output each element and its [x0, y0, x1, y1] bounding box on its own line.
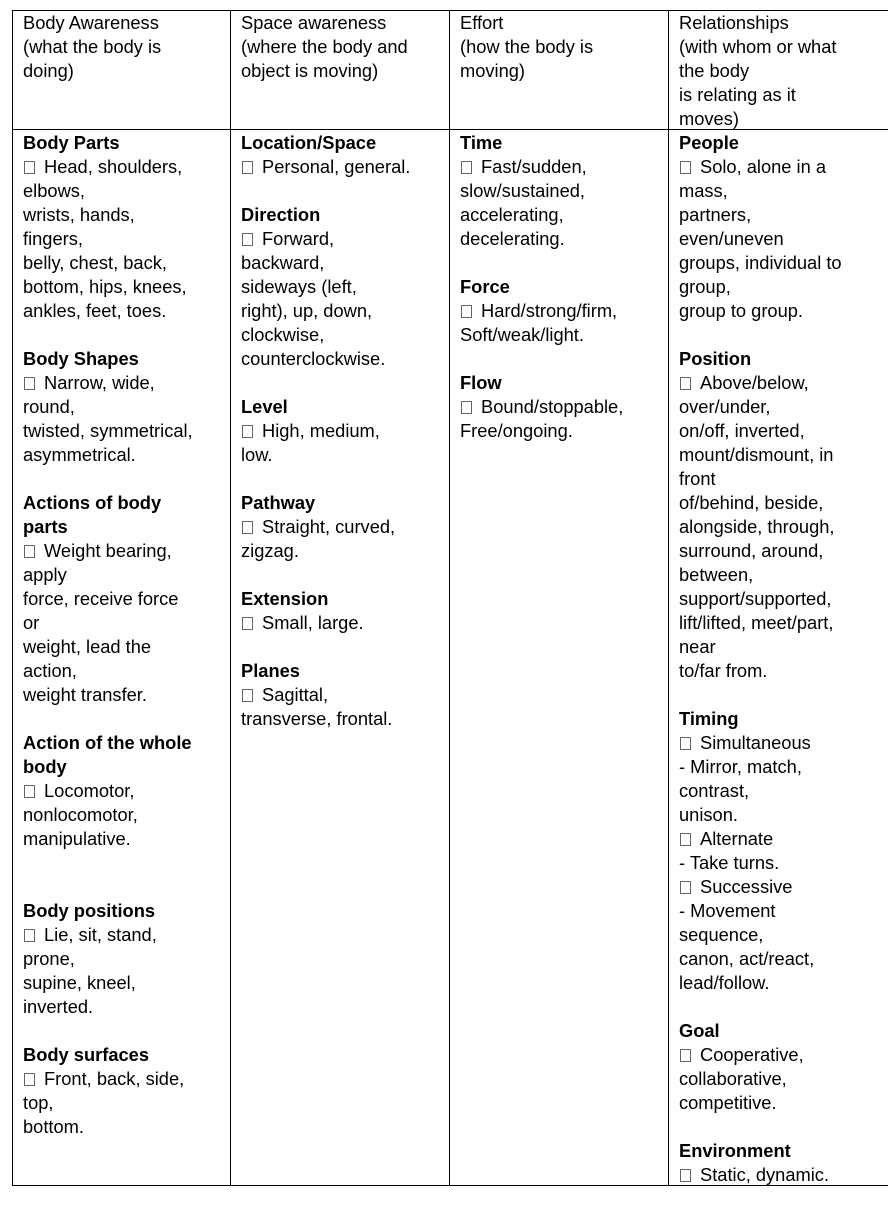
bullet-box-icon [680, 1169, 691, 1182]
bullet-box-icon [680, 377, 691, 390]
concept-section [241, 491, 439, 563]
concept-section [460, 131, 658, 251]
bullet-box-icon [242, 425, 253, 438]
section-item-line [460, 299, 658, 323]
section-item-line [23, 923, 220, 947]
concept-section [679, 131, 880, 323]
section-item-line [23, 203, 220, 227]
section-item-line [241, 539, 439, 563]
section-item-line [23, 563, 220, 587]
item-text: bottom. [23, 1116, 84, 1137]
item-text: Front, back, side, [44, 1068, 185, 1089]
column-header-subtitle: doing) [23, 60, 74, 81]
item-text: Sagittal, [262, 684, 329, 705]
column-header-title: Space awareness [241, 12, 387, 33]
concept-section [241, 131, 439, 179]
item-text: mass, [679, 180, 728, 201]
header-cell-space-awareness [231, 11, 449, 83]
item-text: fingers, [23, 228, 83, 249]
item-text: right), up, down, [241, 300, 373, 321]
section-item-line [23, 635, 220, 659]
section-item-line [460, 323, 658, 347]
section-item-line [241, 323, 439, 347]
section-item-line [679, 179, 880, 203]
bullet-box-icon [242, 233, 253, 246]
section-item-line [460, 155, 658, 179]
bullet-box-icon [242, 689, 253, 702]
item-text: collaborative, [679, 1068, 787, 1089]
item-text: lift/lifted, meet/part, [679, 612, 834, 633]
bullet-box-icon [24, 161, 35, 174]
section-item-line [23, 659, 220, 683]
section-item-line [679, 467, 880, 491]
concept-section [241, 659, 439, 731]
bullet-box-icon [461, 401, 472, 414]
concept-section [23, 131, 220, 323]
body-cell-relationships [669, 131, 888, 1211]
section-item-line [241, 707, 439, 731]
bullet-box-icon [242, 161, 253, 174]
column-header-title: Relationships [679, 12, 789, 33]
section-item-line [679, 851, 880, 875]
bullet-box-icon [24, 1073, 35, 1086]
section-item-line [679, 659, 880, 683]
section-heading: Body Parts [23, 132, 120, 153]
section-heading: Flow [460, 372, 502, 393]
section-item-line [679, 515, 880, 539]
concept-section [23, 1043, 220, 1139]
item-text: action, [23, 660, 77, 681]
bullet-box-icon [242, 521, 253, 534]
section-item-line [241, 611, 439, 635]
header-cell-effort [450, 11, 668, 83]
section-heading: Body surfaces [23, 1044, 149, 1065]
item-text: accelerating, [460, 204, 564, 225]
section-item-line [23, 803, 220, 827]
section-heading: Planes [241, 660, 300, 681]
item-text: support/supported, [679, 588, 832, 609]
item-text: twisted, symmetrical, [23, 420, 193, 441]
item-text: elbows, [23, 180, 85, 201]
section-item-line [23, 1115, 220, 1139]
concept-section [23, 899, 220, 1019]
item-text: near [679, 636, 716, 657]
item-text: - Movement [679, 900, 776, 921]
section-item-line [679, 395, 880, 419]
item-text: Forward, [262, 228, 335, 249]
section-item-line [23, 227, 220, 251]
item-text: Above/below, [700, 372, 809, 393]
section-item-line [241, 299, 439, 323]
item-text: backward, [241, 252, 325, 273]
section-heading: Action of the whole [23, 732, 192, 753]
section-item-line [679, 419, 880, 443]
section-item-line [23, 155, 220, 179]
section-item-line [679, 803, 880, 827]
header-cell-body-awareness [13, 11, 230, 83]
section-item-line [23, 827, 220, 851]
concept-section [23, 347, 220, 467]
item-text: belly, chest, back, [23, 252, 167, 273]
item-text: partners, [679, 204, 752, 225]
section-heading: Time [460, 132, 503, 153]
item-text: Free/ongoing. [460, 420, 573, 441]
item-text: on/off, inverted, [679, 420, 805, 441]
section-item-line [23, 779, 220, 803]
item-text: Weight bearing, [44, 540, 172, 561]
section-item-line [679, 155, 880, 179]
item-text: Cooperative, [700, 1044, 804, 1065]
column-header-subtitle: object is moving) [241, 60, 379, 81]
concept-section [460, 371, 658, 443]
item-text: Personal, general. [262, 156, 411, 177]
item-text: inverted. [23, 996, 94, 1017]
section-item-line [679, 1067, 880, 1091]
section-heading: parts [23, 516, 68, 537]
item-text: counterclockwise. [241, 348, 386, 369]
bullet-box-icon [24, 377, 35, 390]
item-text: decelerating. [460, 228, 565, 249]
concept-section [241, 587, 439, 635]
section-item-line [241, 275, 439, 299]
section-item-line [679, 731, 880, 755]
item-text: ankles, feet, toes. [23, 300, 167, 321]
item-text: Hard/strong/firm, [481, 300, 618, 321]
section-item-line [23, 1091, 220, 1115]
item-text: Alternate [700, 828, 774, 849]
section-item-line [23, 611, 220, 635]
body-cell-space-awareness [231, 131, 449, 755]
item-text: Static, dynamic. [700, 1164, 830, 1185]
item-text: weight, lead the [23, 636, 152, 657]
section-item-line [679, 563, 880, 587]
item-text: of/behind, beside, [679, 492, 824, 513]
column-header-title: Effort [460, 12, 504, 33]
item-text: sequence, [679, 924, 764, 945]
concept-section [679, 707, 880, 995]
section-item-line [460, 179, 658, 203]
section-item-line [460, 227, 658, 251]
header-cell-relationships [669, 11, 888, 131]
column-header-subtitle: is relating as it [679, 84, 796, 105]
section-heading: Force [460, 276, 510, 297]
item-text: Solo, alone in a [700, 156, 827, 177]
item-text: - Mirror, match, [679, 756, 802, 777]
section-item-line [23, 179, 220, 203]
column-header-subtitle: moves) [679, 108, 739, 129]
section-item-line [679, 971, 880, 995]
item-text: High, medium, [262, 420, 380, 441]
item-text: contrast, [679, 780, 750, 801]
item-text: Narrow, wide, [44, 372, 155, 393]
item-text: Lie, sit, stand, [44, 924, 157, 945]
bullet-box-icon [680, 881, 691, 894]
item-text: lead/follow. [679, 972, 770, 993]
movement-concepts-table [12, 10, 888, 1186]
bullet-box-icon [24, 545, 35, 558]
section-item-line [23, 587, 220, 611]
section-item-line [23, 371, 220, 395]
section-heading: Location/Space [241, 132, 377, 153]
section-item-line [241, 347, 439, 371]
concept-section [679, 347, 880, 683]
section-item-line [679, 779, 880, 803]
section-heading: Goal [679, 1020, 720, 1041]
item-text: force, receive force [23, 588, 179, 609]
body-cell-body-awareness [13, 131, 230, 1163]
section-item-line [23, 1067, 220, 1091]
section-item-line [460, 395, 658, 419]
item-text: slow/sustained, [460, 180, 585, 201]
item-text: round, [23, 396, 75, 417]
section-heading: Body positions [23, 900, 156, 921]
section-item-line [679, 587, 880, 611]
section-heading: Extension [241, 588, 329, 609]
item-text: Straight, curved, [262, 516, 396, 537]
bullet-box-icon [461, 161, 472, 174]
item-text: wrists, hands, [23, 204, 135, 225]
concept-section [679, 1019, 880, 1115]
section-item-line [679, 1163, 880, 1187]
item-text: canon, act/react, [679, 948, 815, 969]
item-text: surround, around, [679, 540, 824, 561]
item-text: apply [23, 564, 67, 585]
section-heading: Position [679, 348, 752, 369]
item-text: or [23, 612, 40, 633]
section-item-line [23, 419, 220, 443]
section-item-line [460, 203, 658, 227]
section-heading: Timing [679, 708, 739, 729]
item-text: asymmetrical. [23, 444, 136, 465]
item-text: clockwise, [241, 324, 325, 345]
section-heading: Actions of body [23, 492, 162, 513]
column-header-subtitle: (with whom or what [679, 36, 837, 57]
section-item-line [679, 251, 880, 275]
section-item-line [23, 443, 220, 467]
section-item-line [679, 1043, 880, 1067]
column-header-subtitle: the body [679, 60, 750, 81]
bullet-box-icon [680, 161, 691, 174]
column-header-subtitle: moving) [460, 60, 526, 81]
section-item-line [679, 947, 880, 971]
column-header-subtitle: (where the body and [241, 36, 408, 57]
section-item-line [679, 491, 880, 515]
item-text: manipulative. [23, 828, 131, 849]
section-item-line [679, 899, 880, 923]
section-item-line [23, 299, 220, 323]
item-text: - Take turns. [679, 852, 780, 873]
item-text: group, [679, 276, 731, 297]
section-item-line [679, 227, 880, 251]
item-text: Small, large. [262, 612, 364, 633]
section-item-line [679, 299, 880, 323]
section-item-line [679, 539, 880, 563]
section-item-line [23, 971, 220, 995]
item-text: unison. [679, 804, 738, 825]
item-text: zigzag. [241, 540, 299, 561]
section-item-line [679, 827, 880, 851]
section-item-line [23, 539, 220, 563]
section-item-line [23, 995, 220, 1019]
item-text: Successive [700, 876, 793, 897]
section-heading: Direction [241, 204, 321, 225]
bullet-box-icon [242, 617, 253, 630]
section-item-line [241, 683, 439, 707]
concept-section [241, 395, 439, 467]
item-text: Head, shoulders, [44, 156, 183, 177]
section-item-line [241, 419, 439, 443]
bullet-box-icon [24, 929, 35, 942]
item-text: Soft/weak/light. [460, 324, 584, 345]
item-text: front [679, 468, 716, 489]
section-item-line [679, 635, 880, 659]
item-text: over/under, [679, 396, 771, 417]
section-item-line [679, 875, 880, 899]
section-heading: Level [241, 396, 288, 417]
item-text: Locomotor, [44, 780, 135, 801]
concept-section [23, 731, 220, 851]
section-item-line [679, 275, 880, 299]
section-item-line [23, 275, 220, 299]
section-item-line [241, 443, 439, 467]
item-text: weight transfer. [23, 684, 147, 705]
section-item-line [679, 923, 880, 947]
section-item-line [679, 371, 880, 395]
column-header-title: Body Awareness [23, 12, 159, 33]
section-item-line [241, 251, 439, 275]
section-heading: Environment [679, 1140, 791, 1161]
column-header-subtitle: (what the body is [23, 36, 162, 57]
item-text: Simultaneous [700, 732, 811, 753]
section-heading: Body Shapes [23, 348, 139, 369]
section-item-line [23, 947, 220, 971]
item-text: group to group. [679, 300, 803, 321]
section-heading: Pathway [241, 492, 316, 513]
section-item-line [679, 443, 880, 467]
bullet-box-icon [680, 833, 691, 846]
item-text: to/far from. [679, 660, 768, 681]
item-text: bottom, hips, knees, [23, 276, 187, 297]
item-text: competitive. [679, 1092, 777, 1113]
item-text: alongside, through, [679, 516, 835, 537]
bullet-box-icon [680, 737, 691, 750]
section-item-line [23, 395, 220, 419]
section-heading: body [23, 756, 67, 777]
section-item-line [241, 515, 439, 539]
bullet-box-icon [461, 305, 472, 318]
section-item-line [460, 419, 658, 443]
section-item-line [23, 251, 220, 275]
item-text: supine, kneel, [23, 972, 136, 993]
section-item-line [679, 611, 880, 635]
item-text: transverse, frontal. [241, 708, 393, 729]
item-text: between, [679, 564, 754, 585]
section-item-line [23, 683, 220, 707]
column-header-subtitle: (how the body is [460, 36, 594, 57]
concept-section [23, 491, 220, 707]
item-text: Fast/sudden, [481, 156, 587, 177]
section-item-line [241, 227, 439, 251]
concept-section [460, 275, 658, 347]
bullet-box-icon [680, 1049, 691, 1062]
item-text: even/uneven [679, 228, 784, 249]
item-text: nonlocomotor, [23, 804, 138, 825]
section-heading: People [679, 132, 739, 153]
item-text: prone, [23, 948, 75, 969]
bullet-box-icon [24, 785, 35, 798]
section-item-line [241, 155, 439, 179]
item-text: low. [241, 444, 273, 465]
section-item-line [679, 755, 880, 779]
item-text: mount/dismount, in [679, 444, 834, 465]
concept-section [679, 1139, 880, 1187]
item-text: groups, individual to [679, 252, 842, 273]
concept-section [241, 203, 439, 371]
item-text: Bound/stoppable, [481, 396, 624, 417]
section-item-line [679, 1091, 880, 1115]
item-text: sideways (left, [241, 276, 357, 297]
section-item-line [679, 203, 880, 227]
body-cell-effort [450, 131, 668, 467]
item-text: top, [23, 1092, 54, 1113]
